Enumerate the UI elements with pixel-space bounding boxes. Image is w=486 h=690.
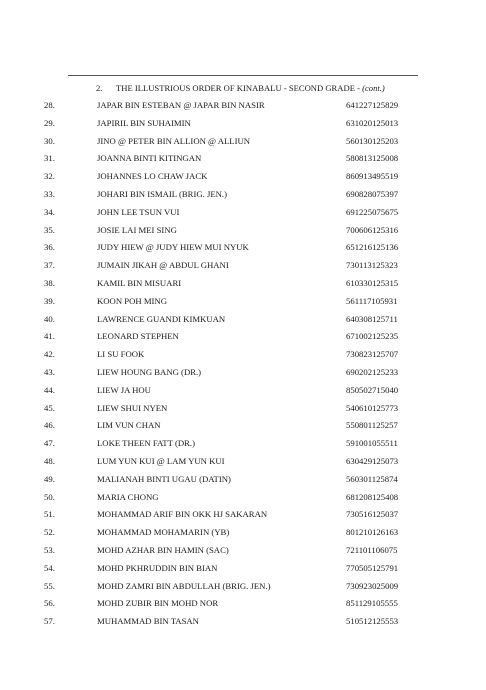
item-number: 28.	[44, 100, 55, 110]
ic-number: 671002125235	[346, 331, 399, 342]
recipient-name: LAWRENCE GUANDI KIMKUAN	[97, 313, 226, 324]
list-item	[0, 472, 486, 490]
list-item	[0, 579, 486, 597]
recipient-name: MOHD PKHRUDDIN BIN BIAN	[97, 562, 218, 573]
list-item	[0, 365, 486, 383]
item-number: 36.	[44, 242, 55, 253]
item-number: 56.	[44, 598, 55, 609]
ic-number: 690202125233	[346, 366, 399, 377]
ic-number: 851129105555	[346, 598, 398, 609]
ic-number: 560301125874	[346, 473, 398, 484]
recipient-name: MOHD AZHAR BIN HAMIN (SAC)	[97, 544, 229, 555]
item-number: 39.	[44, 295, 55, 306]
ic-number: 690828075397	[346, 188, 399, 199]
recipient-name: JOHARI BIN ISMAIL (BRIG. JEN.)	[97, 188, 227, 199]
item-number: 46.	[44, 420, 55, 431]
ic-number: 560130125203	[346, 135, 399, 146]
item-number: 33.	[44, 188, 55, 199]
ic-number: 641227125829	[346, 100, 399, 110]
item-number: 40.	[44, 313, 55, 324]
list-item	[0, 134, 486, 152]
ic-number: 770505125791	[346, 562, 399, 573]
ic-number: 850502715040	[346, 384, 399, 395]
list-item	[0, 436, 486, 454]
recipient-name: JOANNA BINTI KITINGAN	[97, 153, 202, 164]
list-item	[0, 329, 486, 347]
list-item	[0, 454, 486, 472]
item-number: 31.	[44, 153, 55, 164]
recipient-name: LIM VUN CHAN	[97, 420, 161, 431]
list-item	[0, 240, 486, 258]
list-item	[0, 258, 486, 276]
item-number: 29.	[44, 117, 55, 128]
item-number: 38.	[44, 277, 55, 288]
recipient-name: JOHN LEE TSUN VUI	[97, 206, 180, 217]
recipient-name: LIEW SHUI NYEN	[97, 402, 168, 413]
item-number: 54.	[44, 562, 55, 573]
ic-number: 860913495519	[346, 171, 399, 182]
recipient-name: MOHAMMAD ARIF BIN OKK HJ SAKARAN	[97, 509, 268, 520]
list-item	[0, 347, 486, 365]
list-item	[0, 543, 486, 561]
ic-number: 631020125013	[346, 117, 399, 128]
item-number: 35.	[44, 224, 55, 235]
list-item	[0, 151, 486, 169]
recipient-name: KOON POH MING	[97, 295, 167, 306]
list-item	[0, 401, 486, 419]
item-number: 52.	[44, 527, 55, 538]
list-item	[0, 561, 486, 579]
item-number: 37.	[44, 260, 55, 271]
list-item	[0, 169, 486, 187]
ic-number: 561117105931	[346, 295, 398, 306]
recipient-name: KAMIL BIN MISUARI	[97, 277, 182, 288]
ic-number: 550801125257	[346, 420, 398, 431]
ic-number: 730516125037	[346, 509, 399, 520]
item-number: 34.	[44, 206, 55, 217]
recipient-name: JUMAIN JIKAH @ ABDUL GHANI	[97, 260, 229, 271]
recipient-name: JOHANNES LO CHAW JACK	[97, 171, 208, 182]
item-number: 44.	[44, 384, 55, 395]
ic-number: 580813125008	[346, 153, 399, 164]
list-item	[0, 525, 486, 543]
recipient-name: LI SU FOOK	[97, 349, 145, 360]
item-number: 30.	[44, 135, 55, 146]
list-item	[0, 596, 486, 614]
list-item	[0, 187, 486, 205]
list-item	[0, 614, 486, 632]
recipient-name: MALIANAH BINTI UGAU (DATIN)	[97, 473, 231, 484]
list-item	[0, 205, 486, 223]
list-item	[0, 490, 486, 508]
section-continued-label: (cont.)	[362, 83, 385, 93]
recipient-list	[0, 98, 486, 632]
ic-number: 691225075675	[346, 206, 399, 217]
recipient-name: LIEW HOUNG BANG (DR.)	[97, 366, 202, 377]
item-number: 50.	[44, 491, 55, 502]
item-number: 48.	[44, 455, 55, 466]
item-number: 41.	[44, 331, 55, 342]
recipient-name: LIEW JA HOU	[97, 384, 151, 395]
item-number: 51.	[44, 509, 55, 520]
list-item	[0, 507, 486, 525]
ic-number: 730823125707	[346, 349, 399, 360]
recipient-name: LUM YUN KUI @ LAM YUN KUI	[97, 455, 225, 466]
list-item	[0, 276, 486, 294]
ic-number: 730923025009	[346, 580, 399, 591]
item-number: 55.	[44, 580, 55, 591]
recipient-name: MUHAMMAD BIN TASAN	[97, 616, 199, 627]
recipient-name: JAPIRIL BIN SUHAIMIN	[97, 117, 191, 128]
section-title: THE ILLUSTRIOUS ORDER OF KINABALU - SECOND GRADE -	[116, 83, 360, 93]
recipient-name: LEONARD STEPHEN	[97, 331, 179, 342]
ic-number: 651216125136	[346, 242, 399, 253]
item-number: 47.	[44, 438, 55, 449]
item-number: 57.	[44, 616, 55, 627]
recipient-name: MOHD ZAMRI BIN ABDULLAH (BRIG. JEN.)	[97, 580, 271, 591]
item-number: 32.	[44, 171, 55, 182]
list-item	[0, 294, 486, 312]
recipient-name: JOSIE LAI MEI SING	[97, 224, 177, 235]
list-item	[0, 383, 486, 401]
recipient-name: MARIA CHONG	[97, 491, 159, 502]
ic-number: 630429125073	[346, 455, 399, 466]
item-number: 49.	[44, 473, 55, 484]
ic-number: 540610125773	[346, 402, 399, 413]
list-item	[0, 98, 486, 116]
ic-number: 510512125553	[346, 616, 399, 627]
item-number: 42.	[44, 349, 55, 360]
item-number: 53.	[44, 544, 55, 555]
item-number: 43.	[44, 366, 55, 377]
ic-number: 591001055511	[346, 438, 398, 449]
ic-number: 610330125315	[346, 277, 399, 288]
recipient-name: MOHD ZUBIR BIN MOHD NOR	[97, 598, 219, 609]
recipient-name: JINO @ PETER BIN ALLION @ ALLIUN	[97, 135, 251, 146]
ic-number: 730113125323	[346, 260, 398, 271]
ic-number: 681208125408	[346, 491, 399, 502]
section-number: 2.	[96, 83, 103, 93]
list-item	[0, 418, 486, 436]
section-heading	[96, 82, 426, 94]
recipient-name: JAPAR BIN ESTEBAN @ JAPAR BIN NASIR	[97, 100, 265, 110]
ic-number: 640308125711	[346, 313, 398, 324]
list-item	[0, 312, 486, 330]
list-item	[0, 116, 486, 134]
header-rule	[68, 75, 418, 76]
ic-number: 700606125316	[346, 224, 399, 235]
recipient-name: JUDY HIEW @ JUDY HIEW MUI NYUK	[97, 242, 249, 253]
list-item	[0, 223, 486, 241]
item-number: 45.	[44, 402, 55, 413]
recipient-name: MOHAMMAD MOHAMARIN (YB)	[97, 527, 230, 538]
ic-number: 721101106075	[346, 544, 398, 555]
recipient-name: LOKE THEEN FATT (DR.)	[97, 438, 195, 449]
ic-number: 801210126163	[346, 527, 399, 538]
